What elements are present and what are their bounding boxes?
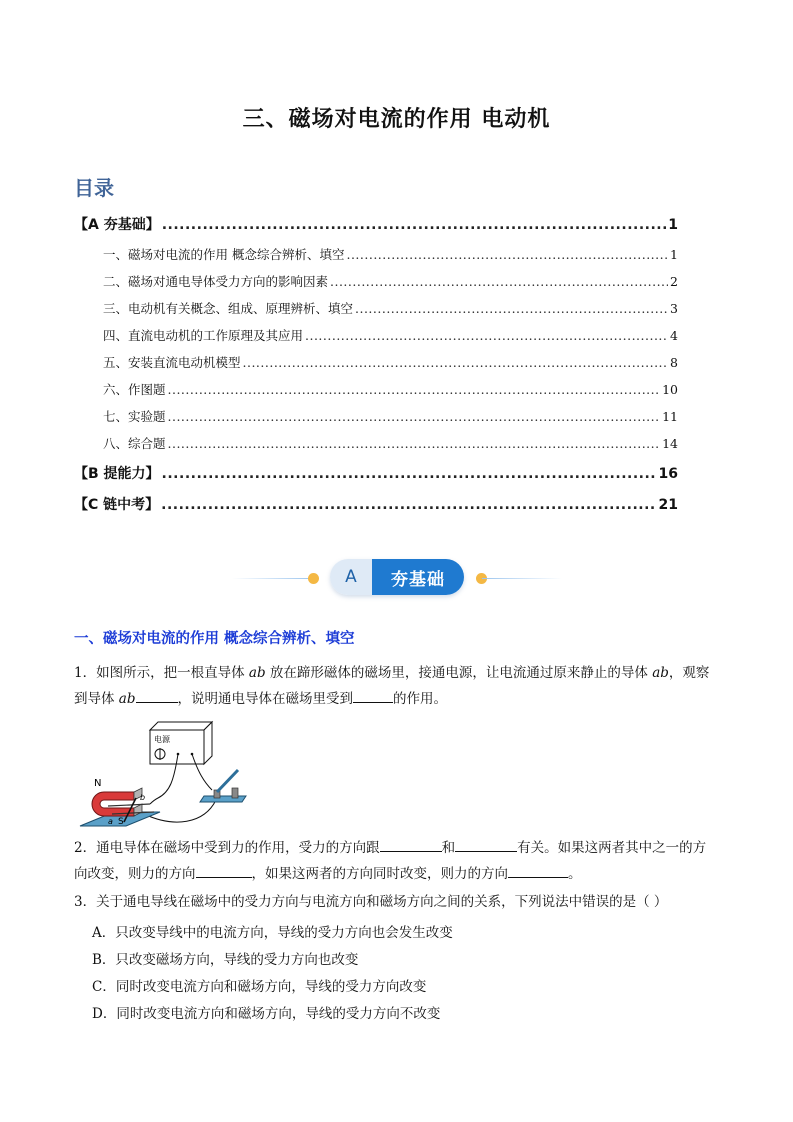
- conductor-a-label: a: [108, 817, 113, 826]
- toc-entry-sub-2[interactable]: [103, 272, 678, 290]
- toc-entry-sub-4[interactable]: [103, 326, 678, 344]
- answer-blank[interactable]: [196, 863, 252, 878]
- option-c[interactable]: C．同时改变电流方向和磁场方向，导线的受力方向改变: [92, 979, 427, 995]
- toc-page-number: 4: [670, 328, 678, 343]
- s-pole-label: S: [118, 817, 124, 827]
- badge-text: 夯基础: [372, 559, 464, 595]
- toc-entry-b[interactable]: [74, 463, 678, 483]
- toc-entry-a[interactable]: [74, 214, 678, 234]
- option-a[interactable]: A．只改变导线中的电流方向，导线的受力方向也会发生改变: [92, 925, 453, 941]
- toc-entry-sub-8[interactable]: [103, 434, 678, 452]
- toc-entry-sub-5[interactable]: [103, 353, 678, 371]
- toc-heading: 目录: [74, 176, 114, 200]
- toc-entry-label: 八、综合题: [103, 436, 166, 451]
- toc-entry-label: 二、磁场对通电导体受力方向的影响因素: [103, 274, 329, 289]
- toc-leader: [330, 274, 668, 289]
- power-supply-icon: [150, 722, 212, 764]
- toc-entry-label: 【C 链中考】: [74, 497, 160, 513]
- section-badge: [232, 556, 562, 600]
- toc-page-number: 8: [670, 355, 678, 370]
- question-1-line-2: 到导体 ab ，说明通电导体在磁场里受到 的作用。: [74, 686, 724, 712]
- toc-leader: [161, 497, 656, 513]
- toc-leader: [355, 301, 668, 316]
- badge-left-dot: [308, 573, 319, 584]
- answer-blank[interactable]: [455, 837, 517, 852]
- badge-left-line: [232, 578, 312, 579]
- toc-page-number: 21: [658, 497, 678, 513]
- switch-icon: [200, 770, 246, 802]
- badge-right-line: [482, 578, 562, 579]
- toc-page-number: 2: [670, 274, 678, 289]
- toc-entry-sub-3[interactable]: [103, 299, 678, 317]
- toc-entry-label: 【B 提能力】: [74, 466, 160, 482]
- toc-leader: [162, 466, 657, 482]
- option-d[interactable]: D．同时改变电流方向和磁场方向，导线的受力方向不改变: [92, 1006, 441, 1022]
- toc-entry-label: 六、作图题: [103, 382, 166, 397]
- toc-page-number: 3: [670, 301, 678, 316]
- rail: [108, 804, 150, 806]
- toc-entry-label: 五、安装直流电动机模型: [103, 355, 241, 370]
- document-title: 三、磁场对电流的作用 电动机: [242, 107, 551, 132]
- toc-leader: [243, 355, 669, 370]
- badge-letter: A: [330, 559, 372, 595]
- motor-experiment-figure: [74, 720, 254, 832]
- toc-entry-sub-1[interactable]: [103, 245, 678, 263]
- answer-blank[interactable]: [136, 688, 178, 703]
- toc-leader: [168, 409, 661, 424]
- question-3-stem: 3．关于通电导线在磁场中的受力方向与电流方向和磁场方向之间的关系，下列说法中错误的是（ ）: [74, 894, 668, 910]
- toc-leader: [346, 247, 668, 262]
- toc-entry-label: 四、直流电动机的工作原理及其应用: [103, 328, 304, 343]
- toc-page-number: 14: [662, 436, 678, 451]
- toc-entry-label: 一、磁场对电流的作用 概念综合辨析、填空: [103, 247, 345, 262]
- n-pole-label: N: [94, 778, 102, 789]
- toc-page-number: 11: [662, 409, 678, 424]
- answer-blank[interactable]: [380, 837, 442, 852]
- toc-page-number: 10: [662, 382, 678, 397]
- toc-entry-label: 七、实验题: [103, 409, 166, 424]
- option-b[interactable]: B．只改变磁场方向，导线的受力方向也改变: [92, 952, 359, 968]
- section-heading: 一、磁场对电流的作用 概念综合辨析、填空: [74, 631, 355, 647]
- toc-entry-sub-7[interactable]: [103, 407, 678, 425]
- conductor-b-label: b: [140, 793, 146, 802]
- toc-leader: [168, 382, 661, 397]
- answer-blank[interactable]: [353, 688, 393, 703]
- toc-entry-label: 三、电动机有关概念、组成、原理辨析、填空: [103, 301, 354, 316]
- question-1: [74, 660, 724, 712]
- toc-page-number: 1: [670, 247, 678, 262]
- toc-leader: [305, 328, 668, 343]
- question-1-line-1: 1．如图所示，把一根直导体 ab 放在蹄形磁体的磁场里，接通电源，让电流通过原来静止的导体 ab，观察: [74, 665, 710, 681]
- wire: [144, 800, 216, 822]
- answer-blank[interactable]: [508, 863, 568, 878]
- question-2: [74, 835, 724, 887]
- power-supply-label: 电源: [154, 735, 170, 744]
- question-2-line-1: 2．通电导体在磁场中受到力的作用，受力的方向跟 和 有关。如果这两者其中之一的方: [74, 835, 724, 861]
- badge-pill: [330, 559, 464, 595]
- toc-page-number: 1: [668, 217, 678, 233]
- question-2-line-2: 向改变，则力的方向 ，如果这两者的方向同时改变，则力的方向 。: [74, 861, 724, 887]
- toc-page-number: 16: [658, 466, 678, 482]
- toc-leader: [162, 217, 667, 233]
- toc-entry-label: 【A 夯基础】: [74, 217, 160, 233]
- toc-entry-sub-6[interactable]: [103, 380, 678, 398]
- toc-entry-c[interactable]: [74, 494, 678, 514]
- toc-leader: [168, 436, 661, 451]
